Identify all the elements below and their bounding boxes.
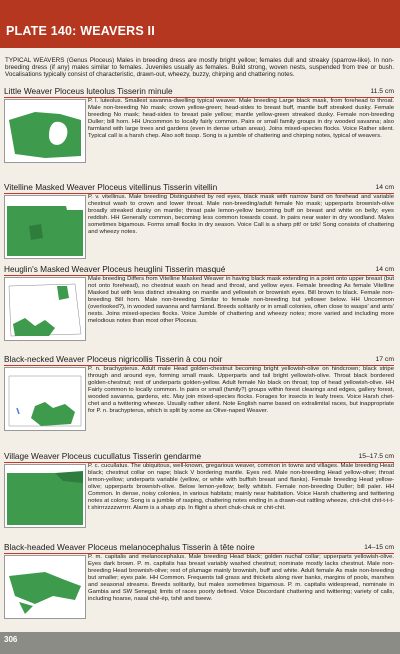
species-size: 14 cm (375, 266, 394, 273)
species-header (4, 354, 394, 366)
species-size: 14 cm (375, 184, 394, 191)
species-header (4, 542, 394, 554)
species-header (4, 182, 394, 194)
species-size: 15–17.5 cm (358, 453, 394, 460)
page-footer (0, 632, 400, 654)
species-name: Little Weaver Ploceus luteolus Tisserin minule (4, 86, 173, 96)
species-header (4, 264, 394, 276)
species-description: Male breeding Differs from Vitelline Masked Weaver in having black mask extending in a point onto upper breast (but not onto forehead), no chestnut wash on head and throat, and yellow eyes. Female breeding As female Vitelline Masked but with less distinct streaking on mantle and yellowish or brownish eyes. Bill brown to black. Female non-breeding Bill horn. Male non-breeding Similar to female non-breeding but yellower below. HH Uncommon (overlooked?), in wooded savanna and farmland. Breeds solitarily or in small colonies, often close to wasps' and ants' nests. Joins mixed-species flocks. Voice Jumble of chattering and wheezy notes; more varied and including more melodious notes than most other Ploceus. (88, 276, 394, 324)
species-header (4, 451, 394, 463)
species-description: P. m. capitalis and melanocephalus. Male breeding Head black; golden nuchal collar; upperparts yellowish-olive. Eyes dark brown. P. m. capitalis has breast variably washed chestnut; nominate mostly lacks chestnut. Male non-breeding Head brownish-olive; rest of plumage mainly brownish, buff and white. Adult female As male non-breeding but smaller; eyes pale. HH Common. Frequents tall grass and thickets along river banks, margins of pools, marshes and seasonal streams. Breeds solitarily, but males sometimes bigamous. P. m. capitalis widespread, nominate in Gambia and SW Senegal; limits of races poorly defined. Voice Discordant chattering and twittering; variety of calls, including hoarse, nasal ché-ép, tshê and tseew. (88, 554, 394, 602)
range-map (4, 464, 86, 528)
range-map (4, 555, 86, 619)
species-description: P. c. cucullatus. The ubiquitous, well-known, gregarious weaver, common in towns and villages. Male breeding Head black; chestnut collar on nape; black V bordering mantle. Eyes red. Male non-breeding Head yellow-olive; throat lemon-yellow; underparts variable (yellow, or white with buffish breast and flanks). Female breeding Head yellow-olive; upperparts brownish-olive. Below lemon-yellow; belly whitish. Female non-breeding Duller; bill paler. HH Common. In dense, noisy colonies, in various habitats; mainly near habitation. Voice Harsh chattering and twittering notes at colony. Song is a jumble of rasping, chattering notes ending in a drawn-out rattling wheeze, chit-chit chit-t-t-t-t shirrrzzzzwrrrrr. Alarm is a sharp zip. In flight a short chuk-chuk or chit-chit. (88, 463, 394, 511)
range-map (4, 99, 86, 163)
intro-paragraph: TYPICAL WEAVERS (Genus Ploceus) Males in breeding dress are mostly bright yellow; females dull and streaky (sparrow-like). In non-breeding dress (if any) males similar to females. Juveniles usually as females. Build strong, woven nests, suspended from tree or bush. Vocalisations typically consist of characteristic, drawn-out, wheezy, buzzy, chirping and chattering notes. (5, 57, 394, 79)
species-name: Black-headed Weaver Ploceus melanocephalus Tisserin à tête noire (4, 542, 255, 552)
species-header (4, 86, 394, 98)
species-name: Vitelline Masked Weaver Ploceus vitellinus Tisserin vitellin (4, 182, 218, 192)
range-map (4, 367, 86, 431)
plate-title: PLATE 140: WEAVERS II (6, 24, 155, 38)
range-map (4, 277, 86, 341)
range-map (4, 195, 86, 259)
species-description: P. l. luteolus. Smallest savanna-dwelling typical weaver. Male breeding Large black mask, from forehead to throat. Male non-breeding No mask; crown yellow-green; head-sides to breast buff, mantle buff streaked dusky. Female breeding No mask; head-sides to breast pale yellow; mantle yellow-green streaked dusky. Female non-breeding Duller; bill horn. HH Uncommon to locally fairly common. Pairs or small family groups in dry wooded savanna; also farmland with large trees and gardens (even in dense urban areas). Joins mixed-species flocks. Voice Rather silent. Typical call is a harsh chep. Also soft tsssp. Song is a jumble of chattering and chirping notes, typical of weavers. (88, 98, 394, 139)
species-description: P. v. vitellinus. Male breeding Distinguished by red eyes, black mask with narrow band on forehead and variable chestnut wash to crown and lower throat. Male non-breeding/adult female No mask; upperparts brownish-olive broadly streaked dusky on mantle; throat pale lemon-yellow becoming buff on breast and white on belly; eyes reddish. HH Generally common, becoming less common towards coast. In pairs near water in dry woodland. Males sometimes bigamous. Forms small flocks in dry season. Voice Call is a sharp ptt! or tzik! Song consists of chattering and wheezy notes. (88, 194, 394, 235)
plate-header (0, 0, 400, 48)
species-size: 17 cm (375, 356, 394, 363)
species-size: 14–15 cm (364, 544, 394, 551)
species-name: Heuglin's Masked Weaver Ploceus heuglini Tisserin masqué (4, 264, 226, 274)
species-size: 11.5 cm (370, 88, 394, 95)
species-name: Black-necked Weaver Ploceus nigricollis Tisserin à cou noir (4, 354, 223, 364)
species-name: Village Weaver Ploceus cucullatus Tisserin gendarme (4, 451, 202, 461)
page-number: 306 (4, 635, 18, 644)
species-description: P. n. brachypterus. Adult male Head golden-chestnut becoming bright yellowish-olive on hindcrown; black stripe through and around eye, forming small mask. Upperparts and tail bright yellowish-olive. Throat black bordered golden-chestnut; rest of underparts golden-yellow. Adult female No black on throat; top of head yellowish-olive. HH Fairly common to locally common. In pairs or small (family?) groups within forest clearings and edges, gallery forest, wooded savanna, gardens, etc. May join mixed-species flocks. Forages for insects in leafy trees. Voice Harsh chet-chet and a twittering wheeze. Usually rather silent. Note English name based on extralimital races, but inappropriate for P. n. brachypterus, which is split by some as Olive-naped Weaver. (88, 366, 394, 414)
